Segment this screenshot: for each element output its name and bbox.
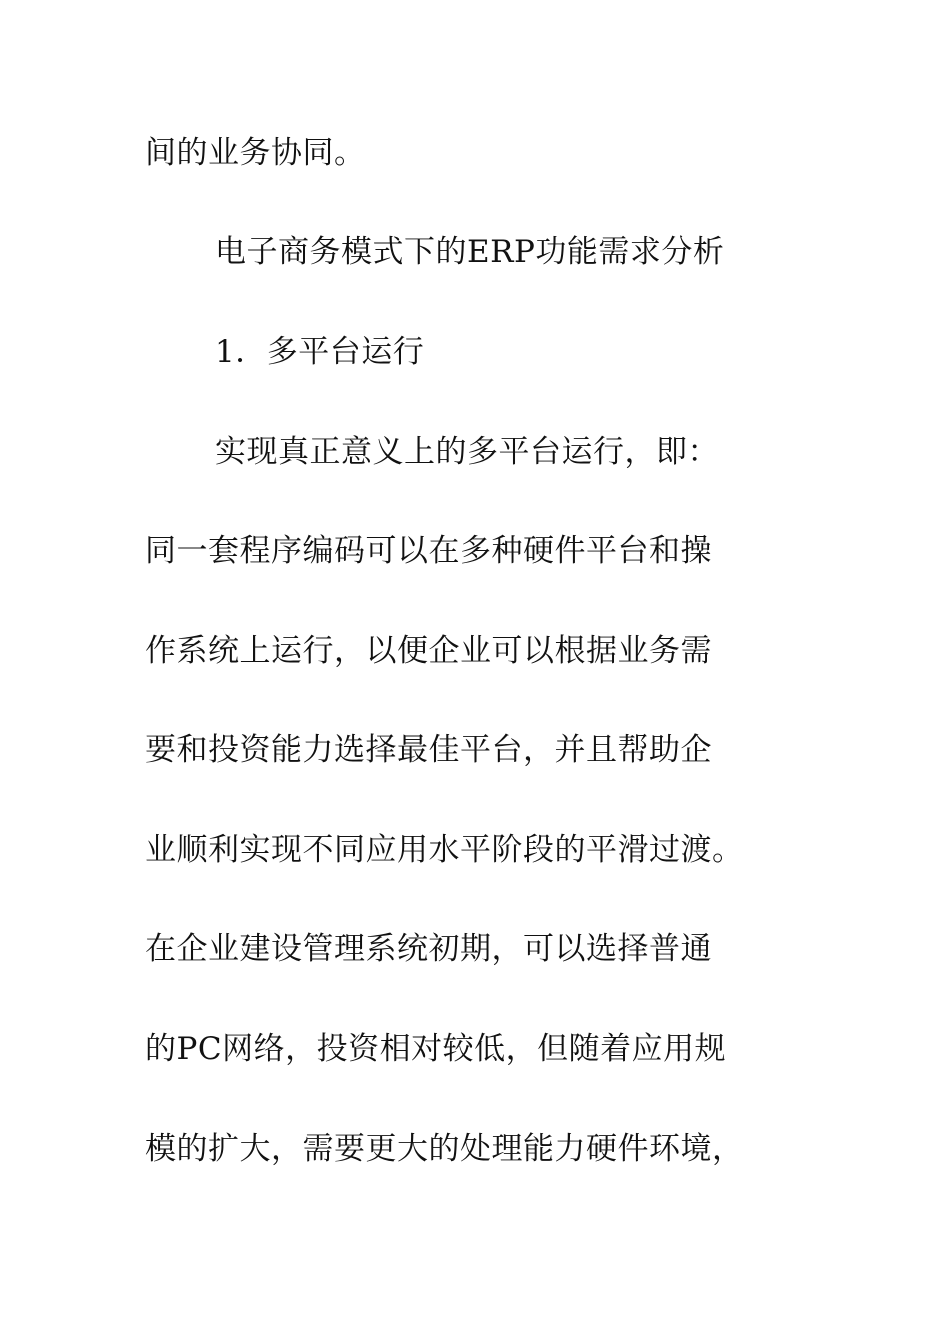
text-line-8: 业顺利实现不同应用水平阶段的平滑过渡。: [145, 832, 744, 868]
text-line-9: 在企业建设管理系统初期，可以选择普通: [145, 931, 712, 967]
text-line-6: 作系统上运行，以便企业可以根据业务需: [145, 633, 712, 669]
text-line-5: 同一套程序编码可以在多种硬件平台和操: [145, 533, 712, 569]
text-line-10: 的PC网络，投资相对较低，但随着应用规: [145, 1031, 727, 1067]
text-line-4: 实现真正意义上的多平台运行，即：: [215, 434, 719, 470]
section-heading: 电子商务模式下的ERP功能需求分析: [215, 234, 725, 270]
subsection-heading: 1．多平台运行: [215, 334, 425, 370]
text-line-7: 要和投资能力选择最佳平台，并且帮助企: [145, 732, 712, 768]
text-line-1: 间的业务协同。: [145, 135, 366, 171]
text-line-11: 模的扩大，需要更大的处理能力硬件环境，: [145, 1131, 744, 1167]
